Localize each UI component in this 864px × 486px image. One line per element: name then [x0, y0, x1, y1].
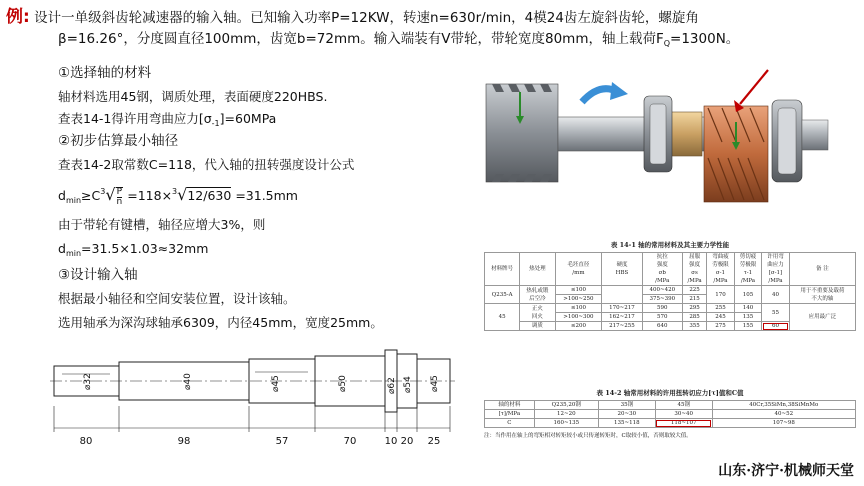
table-cell: 160~135	[534, 419, 598, 428]
step2-text2: 由于带轮有键槽，轴径应增大3%，则	[58, 217, 266, 232]
len-label-2: 98	[177, 436, 191, 447]
formula-d-sub: min	[65, 196, 82, 205]
shaft-collar	[668, 112, 702, 156]
table-cell: 105	[734, 286, 762, 304]
cube-root-index-2: 3	[172, 187, 178, 196]
step3-text1: 根据最小轴径和空间安装位置，设计该轴。	[58, 291, 296, 306]
table-cell: 正火 回火	[520, 304, 555, 322]
dia-label-4: ⌀50	[338, 375, 348, 392]
len-label-7: 25	[427, 436, 441, 447]
table-header: 热处理	[520, 253, 555, 286]
table-cell: 40	[762, 286, 790, 304]
example-text-2: β=16.26°，分度圆直径100mm，齿宽b=72mm。输入端装有V带轮，带轮宽度80mm，轴上载荷F	[58, 31, 664, 47]
step2-text3	[58, 240, 208, 263]
radical-sign: √	[105, 185, 116, 204]
len-label-5: 10	[384, 436, 398, 447]
table-cell: 570	[642, 313, 682, 322]
table-cell: 590	[642, 304, 682, 313]
table-cell: 40~52	[712, 410, 855, 419]
dia-label-7: ⌀45	[430, 375, 440, 392]
table-cell: [τ]/MPa	[485, 410, 535, 419]
step1-sub: -1	[211, 119, 220, 128]
step2-heading: ②初步估算最小轴径	[58, 133, 179, 149]
step1-text2b: ]=60MPa	[219, 111, 277, 126]
table-header: 毛坯直径 /mm	[555, 253, 602, 286]
table-cell: 162~217	[602, 313, 642, 322]
len-label-3: 57	[275, 436, 289, 447]
table-row	[485, 253, 856, 286]
step1-text1: 轴材料选用45钢，调质处理，表面硬度220HBS.	[58, 89, 328, 104]
step3-text2: 选用轴承为深沟球轴承6309，内径45mm，宽度25mm。	[58, 315, 383, 330]
footer-watermark: 山东·济宁·机械师天堂	[718, 463, 854, 479]
table-cell: Q235-A	[485, 286, 520, 304]
table-row	[485, 286, 856, 295]
dmin-value: =31.5×1.03≈32mm	[81, 241, 209, 256]
table-header: 40Cr,35SiMn,38SiMnMo	[712, 401, 855, 410]
table-header: 轴的材料	[485, 401, 535, 410]
shaft-formula	[58, 180, 298, 207]
shaft-3d-illustration	[472, 62, 844, 262]
cube-root-index: 3	[100, 187, 106, 196]
table-cell: 135~118	[598, 419, 655, 428]
v-belt-pulley	[486, 84, 558, 182]
table-cell: 245	[707, 313, 735, 322]
table-14-2	[484, 400, 856, 428]
table-header: 抗拉 强度 σb /MPa	[642, 253, 682, 286]
table-cell: 20~30	[598, 410, 655, 419]
table-cell: ≤100	[555, 304, 602, 313]
table-cell: 135	[734, 313, 762, 322]
table-cell: C	[485, 419, 535, 428]
table-header: 硬度 HBS	[602, 253, 642, 286]
right-bearing	[772, 100, 828, 182]
dmin-d: d	[58, 241, 66, 256]
table-14-2-note: 注：当作用在轴上的弯矩相对转矩较小或只传递转矩时，C取较小值，否则取较大值。	[484, 433, 692, 439]
fraction-numerator: P	[116, 186, 123, 197]
table-row	[485, 401, 856, 410]
table-cell	[602, 286, 642, 304]
radical-sign-2: √	[177, 185, 188, 204]
table-14-1	[484, 252, 856, 331]
table-14-1-panel	[484, 240, 856, 331]
helical-gear	[704, 70, 768, 202]
table-cell: 45	[485, 304, 520, 331]
table-cell: 55	[762, 304, 790, 322]
formula-eq1: =118×	[127, 188, 173, 203]
table-cell: ≤100	[555, 286, 602, 295]
shaft-drawing	[40, 336, 460, 456]
table-cell: 107~98	[712, 419, 855, 428]
table-cell: 12~20	[534, 410, 598, 419]
table-row	[485, 304, 856, 313]
table-cell: >100~300	[555, 313, 602, 322]
table-cell: 640	[642, 322, 682, 331]
dia-label-3: ⌀45	[271, 375, 281, 392]
len-label-6: 20	[400, 436, 414, 447]
table-header: 许用弯 曲应力 [σ-1] /MPa	[762, 253, 790, 286]
table-cell: 140	[734, 304, 762, 313]
step3-heading: ③设计输入轴	[58, 267, 138, 283]
table-cell: 215	[682, 295, 706, 304]
table-cell: 275	[707, 322, 735, 331]
table-cell: >100~250	[555, 295, 602, 304]
table-14-2-title: 表 14-2 轴常用材料的许用扭转切应力[τ]值和C值	[596, 389, 744, 397]
table-cell: 217~255	[602, 322, 642, 331]
dia-label-6: ⌀54	[403, 376, 413, 393]
example-line-1	[6, 8, 699, 27]
table-cell: 400~420	[642, 286, 682, 295]
table-cell: 用于不重要及载荷 不大的轴	[789, 286, 855, 304]
step1-text2a: 查表14-1得许用弯曲应力[σ	[58, 111, 212, 126]
table-header: 材料牌号	[485, 253, 520, 286]
dia-label-2: ⌀40	[183, 373, 193, 390]
table-cell: 调质	[520, 322, 555, 331]
step1-heading: ①选择轴的材料	[58, 65, 152, 81]
table-cell: 应用最广泛	[789, 304, 855, 331]
table-cell: 225	[682, 286, 706, 295]
table-14-2-panel	[484, 388, 856, 439]
example-sub-q: Q	[663, 39, 671, 48]
fraction-denominator: n	[116, 196, 123, 207]
table-cell: 355	[682, 322, 706, 331]
formula-geq-c: ≥C	[81, 188, 101, 203]
table-cell: 295	[682, 304, 706, 313]
dia-label-5: ⌀62	[387, 377, 397, 394]
formula-result: =31.5mm	[235, 188, 298, 203]
gear-load-arrow	[740, 70, 768, 104]
dia-label-1: ⌀32	[83, 373, 93, 390]
example-text-1: 设计一单级斜齿轮减速器的输入轴。已知输入功率P=12KW，转速n=630r/min，4模24齿左旋斜齿轮，螺旋角	[34, 10, 699, 26]
length-dimensions	[54, 406, 450, 432]
table-header: 45钢	[655, 401, 712, 410]
table-header: 弯曲疲 劳极限 σ-1 /MPa	[707, 253, 735, 286]
left-bearing	[644, 96, 672, 172]
formula-radicand: 12/630	[187, 188, 232, 203]
table-14-1-title: 表 14-1 轴的常用材料及其主要力学性能	[610, 241, 730, 249]
highlighted-cell-60: 60	[762, 322, 790, 331]
table-cell: 375~390	[642, 295, 682, 304]
table-cell: 155	[734, 322, 762, 331]
table-cell: 30~40	[655, 410, 712, 419]
formula-fraction	[116, 187, 124, 207]
example-line-2	[58, 30, 739, 53]
table-cell: ≤200	[555, 322, 602, 331]
table-cell: 170	[707, 286, 735, 304]
len-label-4: 70	[343, 436, 357, 447]
table-cell: 热轧或锻 后空冷	[520, 286, 555, 304]
table-cell: 285	[682, 313, 706, 322]
table-header: 剪切疲 劳极限 τ-1 /MPa	[734, 253, 762, 286]
table-header: 备 注	[789, 253, 855, 286]
example-label: 例:	[6, 7, 30, 27]
formula-d: d	[58, 188, 66, 203]
dmin-sub: min	[65, 249, 82, 258]
example-text-2b: =1300N。	[670, 31, 740, 47]
step2-text1: 查表14-2取常数C=118，代入轴的扭转强度设计公式	[58, 157, 355, 172]
table-header: 屈服 强度 σs /MPa	[682, 253, 706, 286]
table-cell: 170~217	[602, 304, 642, 313]
highlighted-cell-118: 118~107	[655, 419, 712, 428]
table-row	[485, 410, 856, 419]
step1-text2	[58, 110, 276, 133]
table-header: 35钢	[598, 401, 655, 410]
table-cell: 255	[707, 304, 735, 313]
len-label-1: 80	[79, 436, 93, 447]
table-row	[485, 419, 856, 428]
table-header: Q235,20钢	[534, 401, 598, 410]
